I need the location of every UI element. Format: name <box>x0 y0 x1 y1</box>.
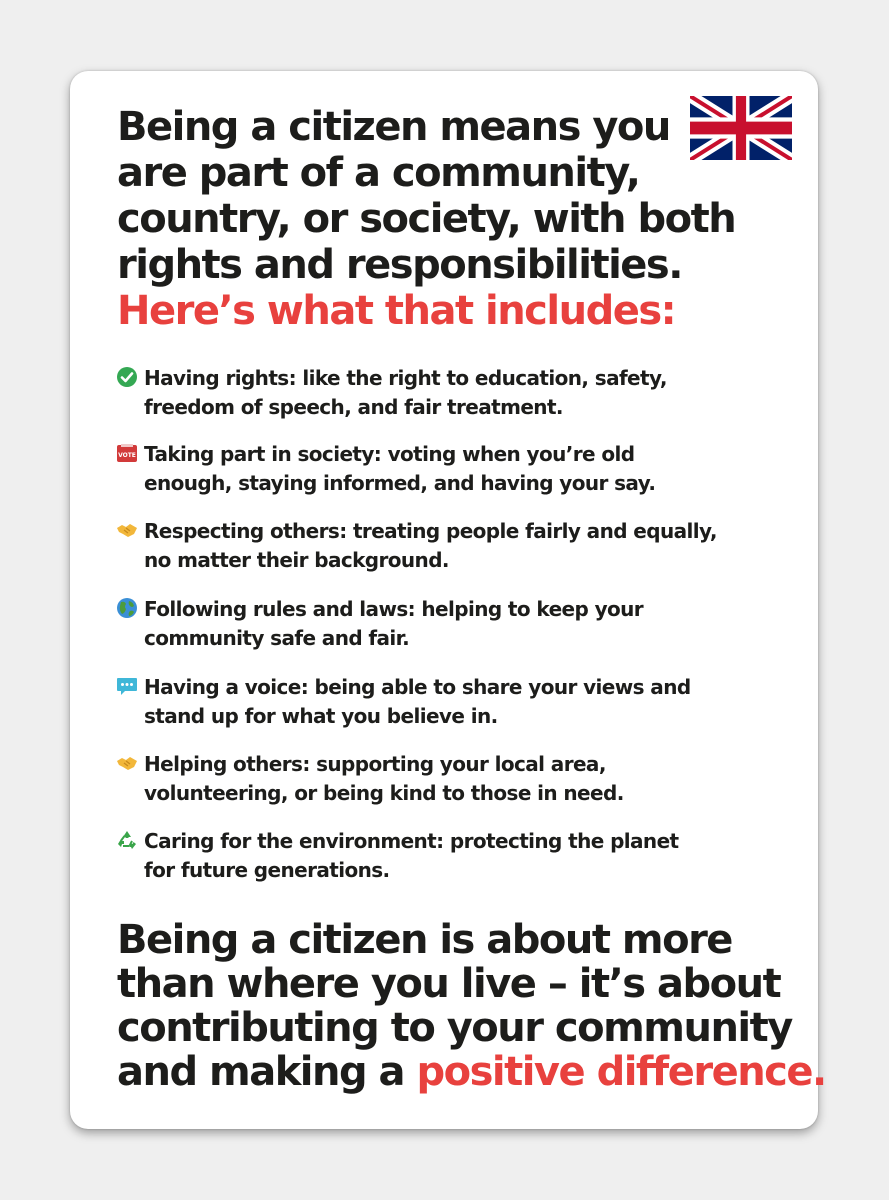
closing-line-2: than where you live – it’s about <box>117 961 781 1007</box>
vote-label: VOTE <box>118 452 136 459</box>
speech-bubble-icon <box>116 675 138 697</box>
headline-line-4: rights and responsibilities. <box>117 242 682 288</box>
list-item-line-1: Respecting others: treating people fairly and equally, <box>144 519 717 543</box>
list-item-line-2: stand up for what you believe in. <box>144 704 498 728</box>
list-item-line-2: enough, staying informed, and having your say. <box>144 471 656 495</box>
closing-accent: positive difference. <box>416 1049 826 1095</box>
closing-line-4 <box>117 1049 826 1095</box>
headline-line-2: are part of a community, <box>117 150 640 196</box>
list-item-text <box>144 673 691 731</box>
recycle-icon <box>116 829 138 851</box>
list-item-text <box>144 827 679 885</box>
headline-line-3: country, or society, with both <box>117 196 736 242</box>
list-item-text <box>144 517 717 575</box>
globe-icon <box>116 597 138 619</box>
list-item-text <box>144 364 667 422</box>
headline <box>117 104 736 334</box>
list-item-line-2: for future generations. <box>144 858 390 882</box>
list-item-text <box>144 595 643 653</box>
handshake-icon <box>116 752 138 774</box>
list-item-line-1: Caring for the environment: protecting the planet <box>144 829 679 853</box>
list-item-line-1: Helping others: supporting your local area, <box>144 752 606 776</box>
closing-line-3: contributing to your community <box>117 1005 792 1051</box>
closing-last-prefix: and making a <box>117 1049 417 1095</box>
list-item-text <box>144 750 624 808</box>
list-item-line-1: Having rights: like the right to education, safety, <box>144 366 667 390</box>
closing-line-1: Being a citizen is about more <box>117 917 732 963</box>
closing-statement <box>117 917 826 1095</box>
list-item-line-1: Taking part in society: voting when you’re old <box>144 442 635 466</box>
headline-accent: Here’s what that includes: <box>117 288 676 334</box>
list-item-line-2: volunteering, or being kind to those in need. <box>144 781 624 805</box>
list-item-line-2: freedom of speech, and fair treatment. <box>144 395 563 419</box>
vote-box-icon <box>116 442 138 464</box>
handshake-icon <box>116 519 138 541</box>
list-item-line-1: Following rules and laws: helping to keep your <box>144 597 644 621</box>
list-item-text <box>144 440 655 498</box>
list-item-line-2: community safe and fair. <box>144 626 410 650</box>
check-mark-icon <box>116 366 138 388</box>
list-item-line-1: Having a voice: being able to share your views and <box>144 675 691 699</box>
list-item-line-2: no matter their background. <box>144 548 449 572</box>
headline-line-1: Being a citizen means you <box>117 104 670 150</box>
